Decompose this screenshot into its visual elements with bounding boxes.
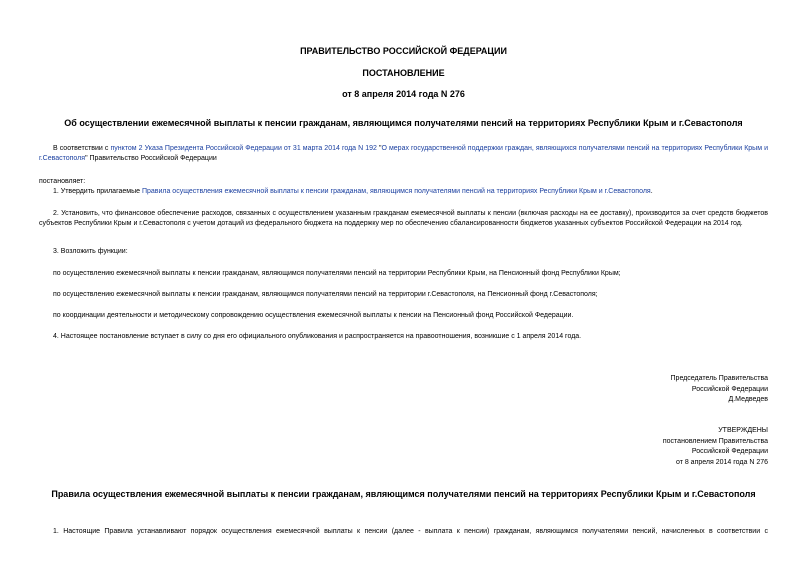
item-3-paragraph: 3. Возложить функции:	[53, 248, 128, 255]
document-date-number: от 8 апреля 2014 года N 276	[342, 89, 465, 99]
item-2-paragraph: 2. Установить, что финансовое обеспечение расходов, связанных с осуществлением указанным гражданам ежемесячной выплаты к пенсии (включая расходы на ее доставку), производится за счет средств бюджетов субъектов Республики Крым и г.Севастополя с учетом дотаций из федерального бюджета на поддержку мер по обеспечению сбалансированности бюджетов указанных субъектов Российской Федерации на 2014 год.	[39, 210, 768, 227]
signature-block	[560, 374, 768, 406]
signature-country: Российской Федерации	[691, 385, 768, 393]
resolves-label: постановляет:	[39, 178, 86, 185]
decree-title-link[interactable]: О мерах государственной поддержки граждан, являющихся получателями пенсий на территориях Республики Крым и г.Севастополя	[39, 145, 769, 162]
approval-date: от 8 апреля 2014 года N 276	[675, 458, 768, 466]
approval-label: УТВЕРЖДЕНЫ	[718, 427, 768, 434]
preamble-suffix: " Правительство Российской Федерации	[85, 155, 217, 162]
approval-by: постановлением Правительства	[662, 437, 768, 445]
preamble-quote: "	[376, 145, 382, 152]
rules-item-1-paragraph: 1. Настоящие Правила устанавливают порядок осуществления ежемесячной выплаты к пенсии (далее - выплата к пенсии) гражданам, являющимся получателями пенсий, начисленных в соответствии с	[53, 528, 768, 535]
decree-link[interactable]: пунктом 2 Указа Президента Российской Федерации от 31 марта 2014 года N 192	[110, 145, 377, 152]
rules-title: Правила осуществления ежемесячной выплаты к пенсии гражданам, являющимся получателями пенсий на территориях Республики Крым и г.Севастополя	[51, 489, 756, 499]
item-1-suffix: .	[650, 188, 653, 195]
item-1-paragraph	[39, 187, 768, 197]
government-heading: ПРАВИТЕЛЬСТВО РОССИЙСКОЙ ФЕДЕРАЦИИ	[300, 46, 507, 56]
document-title: Об осуществлении ежемесячной выплаты к пенсии гражданам, являющимся получателями пенсий на территориях Республики Крым и г.Севастополя	[64, 118, 743, 128]
document-type-heading: ПОСТАНОВЛЕНИЕ	[362, 68, 445, 78]
signature-name: Д.Медведев	[728, 396, 768, 403]
rules-link[interactable]: Правила осуществления ежемесячной выплаты к пенсии гражданам, являющимся получателями пенсий на территориях Республики Крым и г.Севастополя	[141, 188, 651, 195]
preamble-prefix: В соответствии с	[53, 145, 111, 152]
approval-block	[560, 426, 768, 468]
item-4-paragraph: 4. Настоящее постановление вступает в силу со дня его официального опубликования и распространяется на правоотношения, возникшие с 1 апреля 2014 года.	[53, 333, 582, 340]
approval-country: Российской Федерации	[691, 448, 768, 455]
function-item: по координации деятельности и методическому сопровождению осуществления ежемесячной выплаты к пенсии на Пенсионный фонд Российской Федерации.	[53, 312, 574, 319]
function-item: по осуществлению ежемесячной выплаты к пенсии гражданам, являющимся получателями пенсий на территории г.Севастополя, на Пенсионный фонд г.Севастополя;	[53, 291, 598, 298]
signature-position: Председатель Правительства	[670, 375, 768, 382]
item-1-prefix: 1. Утвердить прилагаемые	[53, 188, 142, 195]
function-item: по осуществлению ежемесячной выплаты к пенсии гражданам, являющимся получателями пенсий на территории Республики Крым, на Пенсионный фонд Республики Крым;	[53, 270, 621, 277]
preamble-paragraph	[39, 144, 768, 164]
